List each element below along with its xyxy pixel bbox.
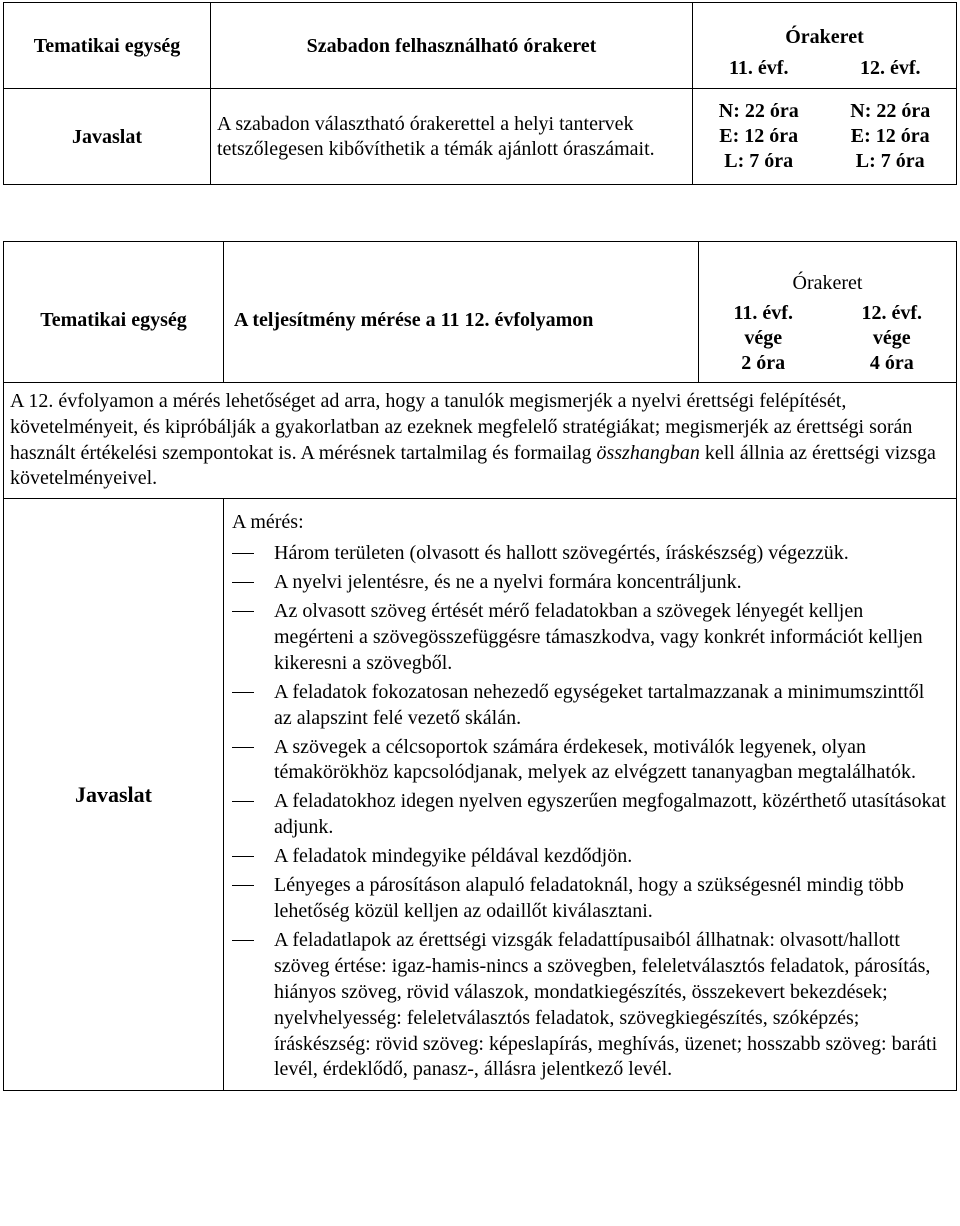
unit-title: A teljesítmény mérése a 11 12. évfolyamon (224, 242, 699, 383)
intro-text: A 12. évfolyamon a mérés lehetőséget ad arra, hogy a tanulók megismerjék a nyelvi érettségi felépítését, követelményeit, és kipróbálják a gyakorlatban az ezeknek megfelelő stratégiákat; megismerjék az érettségi során használt értékelési szempontokat is. A mérésnek tartalmilag és formailag (10, 390, 913, 464)
hours-e: E: 12 óra (850, 125, 930, 147)
list-item-text: A feladatokhoz idegen nyelven egyszerűen megfogalmazott, közérthető utasításokat adjunk. (274, 790, 946, 839)
grade-11-header: 11. évf. (693, 49, 825, 89)
dash-bullet-icon (232, 801, 254, 802)
list-item-text: A feladatok fokozatosan nehezedő egységeket tartalmazzanak a minimumszinttől az alapszint felé vezető skálán. (274, 680, 925, 729)
hours-l: L: 7 óra (855, 150, 925, 172)
list-item-text: Három területen (olvasott és hallott szövegértés, íráskészség) végezzük. (274, 542, 849, 565)
grade-line: 12. évf. (861, 301, 923, 324)
grade-12-hours (825, 89, 957, 185)
unit-title: Szabadon felhasználható órakeret (211, 3, 693, 89)
dash-bullet-icon (232, 553, 254, 554)
javaslat-content (224, 499, 957, 1091)
grade-12-end (828, 297, 957, 383)
list-item (232, 789, 946, 841)
grade-12-header: 12. évf. (825, 49, 957, 89)
recommendation-list (232, 541, 946, 1083)
list-item-text: A szövegek a célcsoportok számára érdekesek, motiválók legyenek, olyan témakörökhöz kapcsolódjanak, melyek az elvégzett tananyagban megtalálhatók. (274, 735, 916, 784)
free-hours-table (3, 2, 957, 185)
intro-text-end: kell állnia az érettségi vizsga követelményeivel. (10, 441, 936, 490)
list-item (232, 680, 946, 732)
dash-bullet-icon (232, 747, 254, 748)
javaslat-label: Javaslat (4, 499, 224, 1091)
grade-11-end (699, 297, 828, 383)
intro-emphasis: összhangban (596, 441, 700, 464)
hours-header: Órakeret (693, 3, 957, 49)
list-item (232, 570, 946, 596)
unit-label: Tematikai egység (4, 3, 211, 89)
hours-e: E: 12 óra (719, 125, 799, 147)
javaslat-text: A szabadon választható órakerettel a helyi tantervek tetszőlegesen kibővíthetik a témák ajánlott óraszámait. (211, 89, 693, 185)
grade-line: 11. évf. (733, 301, 793, 324)
dash-bullet-icon (232, 582, 254, 583)
list-item (232, 735, 946, 787)
list-item (232, 599, 946, 677)
list-item (232, 873, 946, 925)
grade-line: vége (872, 326, 911, 349)
javaslat-label: Javaslat (4, 89, 211, 185)
dash-bullet-icon (232, 856, 254, 857)
hours-n: N: 22 óra (850, 100, 931, 122)
hours-header: Órakeret (699, 242, 957, 297)
intro-paragraph (4, 383, 957, 499)
list-item (232, 928, 946, 1083)
grade-hours: 2 óra (741, 351, 786, 374)
hours-n: N: 22 óra (718, 100, 799, 122)
grade-hours: 4 óra (869, 351, 914, 374)
list-item-text: A nyelvi jelentésre, és ne a nyelvi formára koncentráljunk. (274, 571, 742, 594)
list-item-text: Az olvasott szöveg értését mérő feladatokban a szövegek lényegét kelljen megérteni a szövegösszefüggésre támaszkodva, vagy konkrét információt kelljen kikeresni a szövegből. (274, 600, 923, 674)
dash-bullet-icon (232, 885, 254, 886)
list-item-text: A feladatok mindegyike példával kezdődjön. (274, 845, 633, 868)
measurement-table (3, 241, 957, 1091)
list-item (232, 541, 946, 567)
list-item (232, 844, 946, 870)
content-title: A mérés: (232, 511, 304, 534)
grade-line: vége (744, 326, 783, 349)
list-item-text: Lényeges a párosításon alapuló feladatoknál, hogy a szükségesnél mindig több lehetőség közül kelljen az odaillőt kiválasztani. (274, 874, 904, 922)
dash-bullet-icon (232, 611, 254, 612)
list-item-text: A feladatlapok az érettségi vizsgák feladattípusaiból állhatnak: olvasott/hallott szöveg értése: igaz-hamis-nincs a szövegben, feleletválasztós feladatok, párosítás, hiányos szöveg, rövid válaszok, mondatkiegészítés, összekevert bekezdések; nyelvhelyesség: feleletválasztós feladatok, szövegkiegészítés, szóképzés; íráskészség: rövid szöveg: képeslapírás, meghívás, üzenet; hosszabb szöveg: baráti levél, érdeklődő, panasz-, állásra jelentkező levél. (274, 928, 938, 1081)
grade-11-hours (693, 89, 825, 185)
unit-label: Tematikai egység (4, 242, 224, 383)
dash-bullet-icon (232, 940, 254, 941)
dash-bullet-icon (232, 692, 254, 693)
hours-l: L: 7 óra (724, 150, 794, 172)
